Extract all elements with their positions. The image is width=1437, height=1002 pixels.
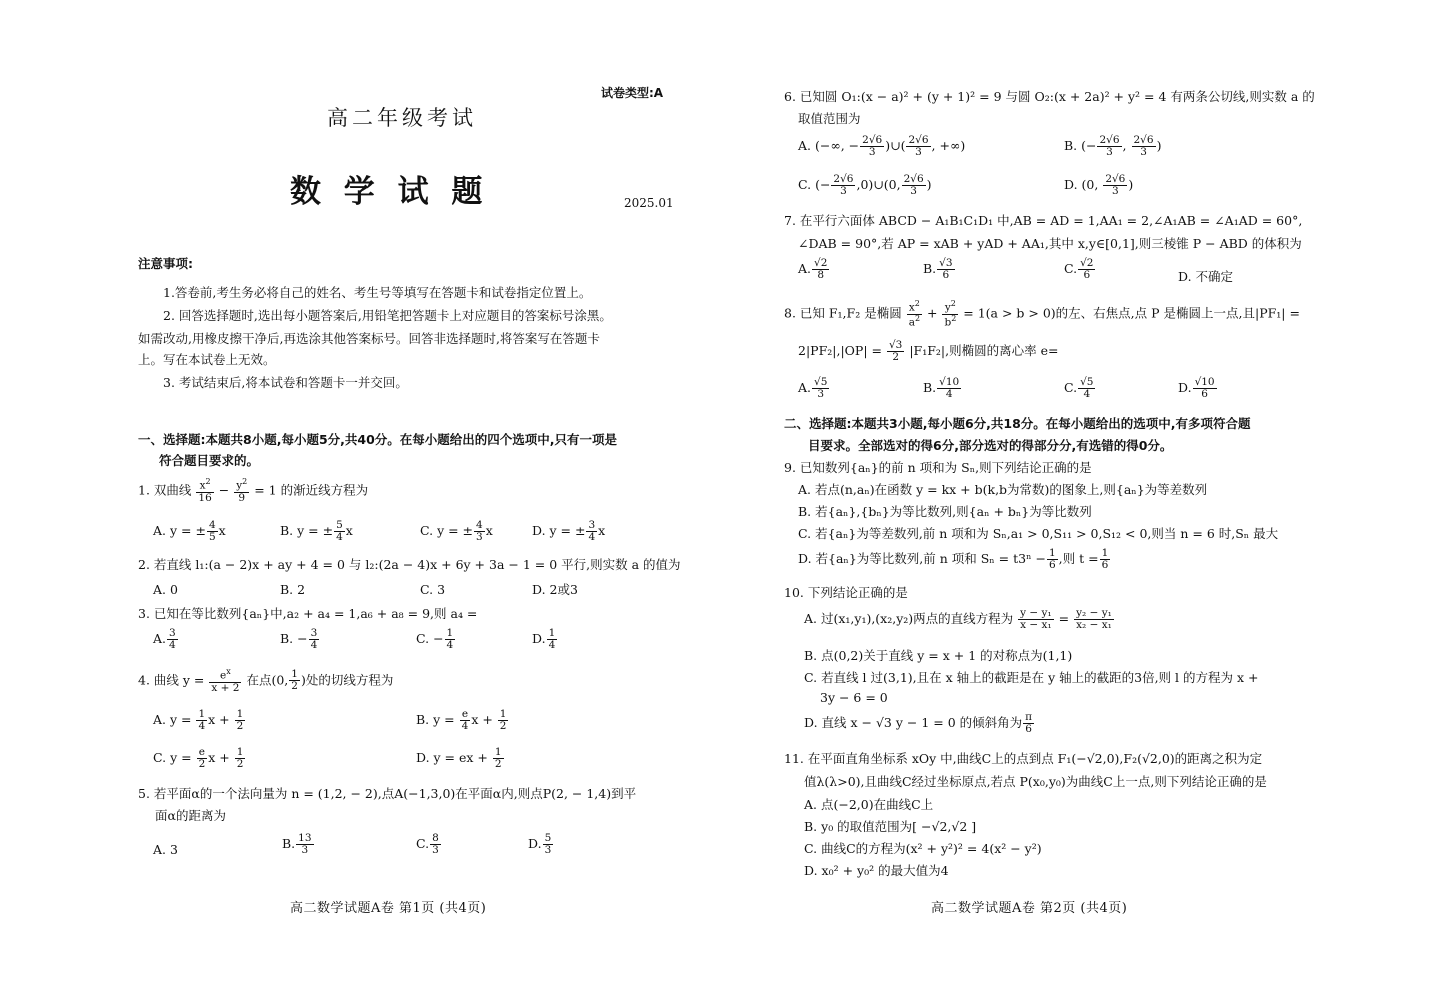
notice-item-3: 3. 考试结束后,将本试卷和答题卡一并交回。 [163,375,408,390]
q10-option-b: B. 点(0,2)关于直线 y = x + 1 的对称点为(1,1) [804,648,1073,663]
q4-option-b: B. y = $\frac{e}{4}$ x + $\frac{1}{2}$ [416,708,507,733]
q8-option-c: C. $\frac{√5}{4}$ [1064,376,1094,401]
q7-option-d: D. 不确定 [1178,269,1234,284]
q10-option-a: A. 过(x₁,y₁),(x₂,y₂)两点的直线方程为 $\frac{\text{y − y₁}}{\text{x − x₁}}$ = $\frac{\text{y₂ − y₁}}{\text{x₂ − x₁}}$ [804,607,1112,632]
q11-option-b: B. y₀ 的取值范围为[ −√2,√2 ] [804,819,977,834]
q4-option-a: A. y = $\frac{1}{4}$ x + $\frac{1}{2}$ [153,708,244,733]
q11-option-c: C. 曲线C的方程为(x² + y²)² = 4(x² − y²) [804,841,1042,856]
q9-option-d: D. 若{aₙ}为等比数列,前 n 项和 Sₙ = t3ⁿ − $\frac{1}{6}$ ,则 t = $\frac{1}{6}$ [798,547,1109,572]
question-11: 11. 在平面直角坐标系 xOy 中,曲线C上的点到点 F₁(−√2,0),F₂(√2,0)的距离之积为定 [784,751,1263,766]
q1-option-b: B. y = ± $\frac{5}{4}$ x [280,519,353,544]
question-11-cont: 值λ(λ>0),且曲线C经过坐标原点,若点 P(x₀,y₀)为曲线C上一点,则下列结论正确的是 [804,774,1267,789]
q8-option-d: D. $\frac{√10}{6}$ [1178,376,1215,401]
q5-option-a: A. 3 [153,842,178,857]
question-4: 4. 曲线 y = $\frac{e^x}{x + 2}$ 在点(0, $\frac{1}{2}$ )处的切线方程为 [138,667,394,694]
question-6: 6. 已知圆 O₁:(x − a)² + (y + 1)² = 9 与圆 O₂:(x + 2a)² + y² = 4 有两条公切线,则实数 a 的 [784,89,1315,104]
q7-option-b: B. $\frac{√3}{6}$ [923,257,953,282]
question-6-cont: 取值范围为 [798,111,861,126]
q1-option-c: C. y = ± $\frac{4}{3}$ x [420,519,493,544]
q5-option-c: C. $\frac{8}{3}$ [416,832,439,857]
exam-date: 2025.01 [624,196,674,210]
q2-option-d: D. 2或3 [532,582,578,597]
exam-page-1 [0,0,718,1002]
section-1-heading: 一、选择题:本题共8小题,每小题5分,共40分。在每小题给出的四个选项中,只有一项是 [138,432,618,447]
notice-item-1: 1.答卷前,考生务必将自己的姓名、考生号等填写在答题卡和试卷指定位置上。 [163,285,592,300]
q2-option-b: B. 2 [280,582,306,597]
question-1: 1. 双曲线 $\frac{x^2}{16}$ − $\frac{y^2}{9}$ = 1 的渐近线方程为 [138,477,369,504]
q2-option-c: C. 3 [420,582,446,597]
q2-option-a: A. 0 [153,582,178,597]
q10-option-d: D. 直线 x − √3 y − 1 = 0 的倾斜角为 $\frac{\pi}{6}$ [804,711,1033,736]
q5-option-b: B. $\frac{13}{3}$ [282,832,312,857]
subject-title: 数 学 试 题 [290,174,489,210]
question-3: 3. 已知在等比数列{aₙ}中,a₂ + a₄ = 1,a₆ + a₈ = 9,则 a₄ = [138,606,478,621]
q1-option-d: D. y = ± $\frac{3}{4}$ x [532,519,606,544]
q3-option-c: C. − $\frac{1}{4}$ [416,627,454,652]
q10-option-c: C. 若直线 l 过(3,1),且在 x 轴上的截距是在 y 轴上的截距的3倍,则 l 的方程为 x + [804,670,1259,685]
grade-title: 高二年级考试 [327,106,477,130]
q6-option-b: B. (− $\frac{2√6}{3}$ , $\frac{2√6}{3}$ ) [1064,134,1162,159]
question-5-cont: 面α的距离为 [155,808,226,823]
q3-option-a: A. $\frac{3}{4}$ [153,627,176,652]
q3-option-d: D. $\frac{1}{4}$ [532,627,556,652]
notice-heading: 注意事项: [138,256,193,271]
question-9: 9. 已知数列{aₙ}的前 n 项和为 Sₙ,则下列结论正确的是 [784,460,1092,475]
q9-option-a: A. 若点(n,aₙ)在函数 y = kx + b(k,b为常数)的图象上,则{aₙ}为等差数列 [798,482,1208,497]
question-8-cont: 2|PF₂|,|OP| = $\frac{√3}{2}$ |F₁F₂|,则椭圆的离心率 e= [798,339,1059,364]
notice-item-2-end: 上。写在本试卷上无效。 [138,352,276,367]
q4-option-d: D. y = ex + $\frac{1}{2}$ [416,746,502,771]
q8-option-b: B. $\frac{√10}{4}$ [923,376,960,401]
q8-option-a: A. $\frac{√5}{3}$ [798,376,828,401]
q10-option-c-cont: 3y − 6 = 0 [820,690,888,705]
q6-option-d: D. (0, $\frac{2√6}{3}$ ) [1064,173,1134,198]
question-2: 2. 若直线 l₁:(a − 2)x + ay + 4 = 0 与 l₂:(2a − 4)x + 6y + 3a − 1 = 0 平行,则实数 a 的值为 [138,557,681,572]
q11-option-a: A. 点(−2,0)在曲线C上 [804,797,934,812]
notice-item-2: 2. 回答选择题时,选出每小题答案后,用铅笔把答题卡上对应题目的答案标号涂黑。 [163,308,612,323]
q6-option-c: C. (− $\frac{2√6}{3}$ ,0)∪(0, $\frac{2√6}{3}$ ) [798,173,932,198]
notice-item-2-cont: 如需改动,用橡皮擦干净后,再选涂其他答案标号。回答非选择题时,将答案写在答题卡 [138,331,600,346]
q4-option-c: C. y = $\frac{e}{2}$ x + $\frac{1}{2}$ [153,746,244,771]
q1-option-a: A. y = ± $\frac{4}{5}$ x [153,519,226,544]
page-2-footer: 高二数学试题A卷 第2页 (共4页) [931,901,1128,916]
question-8: 8. 已知 F₁,F₂ 是椭圆 $\frac{x^2}{a^2}$ + $\frac{y^2}{b^2}$ = 1(a > b > 0)的左、右焦点,点 P 是椭圆上一点,且|PF₁| = [784,299,1300,329]
question-7-cont: ∠DAB = 90°,若 AP = xAB + yAD + AA₁,其中 x,y∈[0,1],则三棱锥 P − ABD 的体积为 [798,236,1302,251]
q11-option-d: D. x₀² + y₀² 的最大值为4 [804,863,949,878]
exam-page-2 [718,0,1437,1002]
q7-option-a: A. $\frac{√2}{8}$ [798,257,828,282]
section-1-heading-cont: 符合题目要求的。 [159,453,260,468]
paper-type-label: 试卷类型:A [601,86,664,100]
section-2-heading-cont: 目要求。全部选对的得6分,部分选对的得部分分,有选错的得0分。 [808,438,1173,453]
q3-option-b: B. − $\frac{3}{4}$ [280,627,318,652]
question-5: 5. 若平面α的一个法向量为 n = (1,2, − 2),点A(−1,3,0)在平面α内,则点P(2, − 1,4)到平 [138,786,637,801]
section-2-heading: 二、选择题:本题共3小题,每小题6分,共18分。在每小题给出的选项中,有多项符合题 [784,416,1251,431]
q6-option-a: A. (−∞, − $\frac{2√6}{3}$ )∪( $\frac{2√6}{3}$ , +∞) [798,134,966,159]
q9-option-c: C. 若{aₙ}为等差数列,前 n 项和为 Sₙ,a₁ > 0,S₁₁ > 0,S₁₂ < 0,则当 n = 6 时,Sₙ 最大 [798,526,1279,541]
page-1-footer: 高二数学试题A卷 第1页 (共4页) [290,901,487,916]
q9-option-b: B. 若{aₙ},{bₙ}为等比数列,则{aₙ + bₙ}为等比数列 [798,504,1092,519]
question-7: 7. 在平行六面体 ABCD − A₁B₁C₁D₁ 中,AB = AD = 1,AA₁ = 2,∠A₁AB = ∠A₁AD = 60°, [784,213,1303,228]
q5-option-d: D. $\frac{5}{3}$ [528,832,552,857]
question-10: 10. 下列结论正确的是 [784,585,908,600]
q7-option-c: C. $\frac{√2}{6}$ [1064,257,1094,282]
